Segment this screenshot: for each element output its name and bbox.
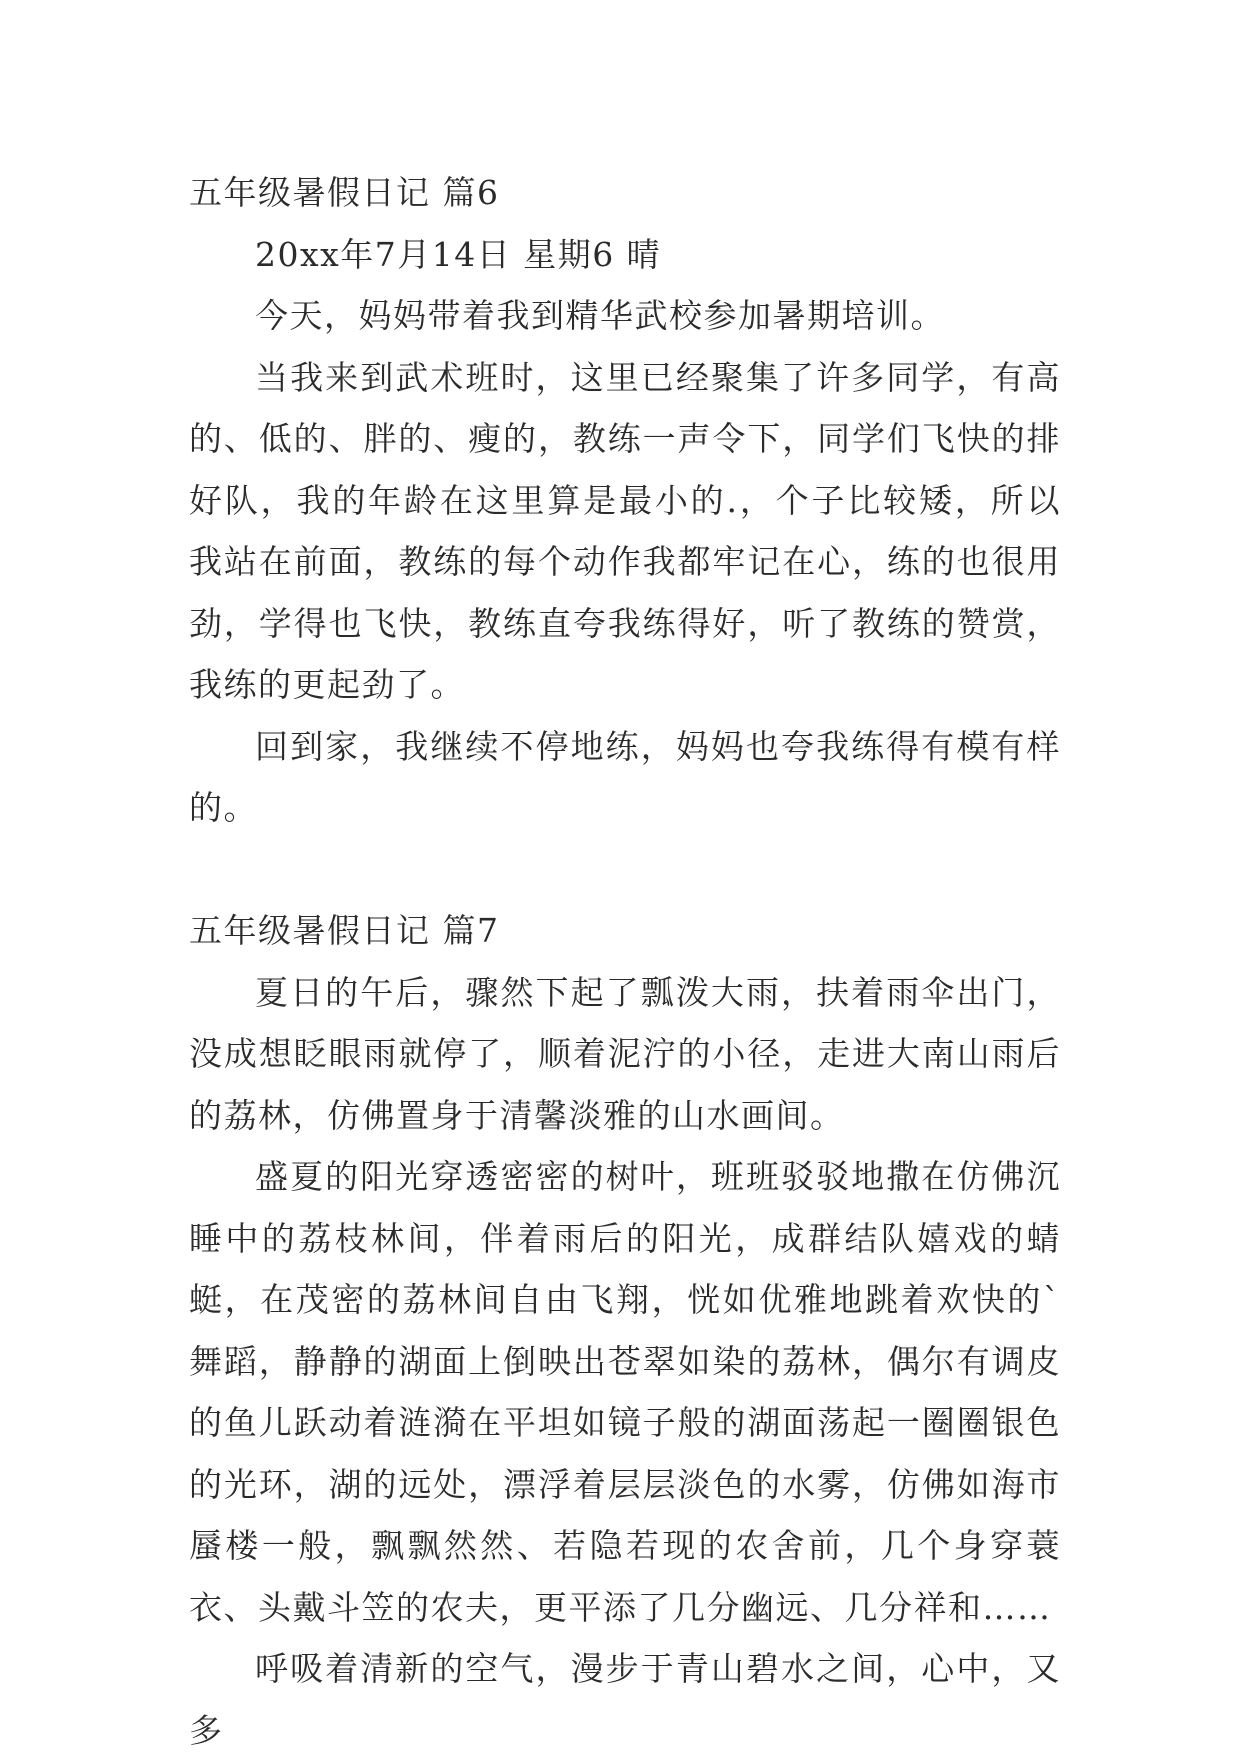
paragraph: 今天，妈妈带着我到精华武校参加暑期培训。 [255,296,945,335]
paragraph: 回到家，我继续不停地练，妈妈也夸我练得有模有样的。 [189,726,1061,827]
section-spacer [189,839,1061,901]
paragraph: 呼吸着清新的空气，漫步于青山碧水之间，心中，又多 [189,1649,1061,1750]
paragraph: 当我来到武术班时，这里已经聚集了许多同学，有高的、低的、胖的、瘦的，教练一声令下，同学们飞快的排好队，我的年龄在这里算是最小的.，个子比较矮，所以我站在前面，教练的每个动作我都牢记在心，练的也很用劲，学得也飞快，教练直夸我练得好，听了教练的赞赏，我练的更起劲了。 [189,357,1061,704]
diary-date-line: 20xx年7月14日 星期6 晴 [255,234,662,274]
section-title: 五年级暑假日记 篇6 [189,173,500,212]
paragraph: 夏日的午后，骤然下起了瓢泼大雨，扶着雨伞出门，没成想眨眼雨就停了，顺着泥泞的小径，走进大南山雨后的荔林，仿佛置身于清馨淡雅的山水画间。 [189,972,1061,1135]
paragraph: 盛夏的阳光穿透密密的树叶，班班驳驳地撒在仿佛沉睡中的荔枝林间，伴着雨后的阳光，成群结队嬉戏的蜻蜓，在茂密的荔林间自由飞翔，恍如优雅地跳着欢快的`舞蹈，静静的湖面上倒映出苍翠如染的荔林，偶尔有调皮的鱼儿跃动着涟漪在平坦如镜子般的湖面荡起一圈圈银色的光环，湖的远处，漂浮着层层淡色的水雾，仿佛如海市蜃楼一般，飘飘然然、若隐若现的农舍前，几个身穿蓑衣、头戴斗笠的农夫，更平添了几分幽远、几分祥和…… [189,1157,1061,1627]
section-title: 五年级暑假日记 篇7 [189,911,500,950]
diary-section-7 [189,900,1061,1761]
document-body [189,162,1061,1761]
diary-section-6 [189,162,1061,839]
